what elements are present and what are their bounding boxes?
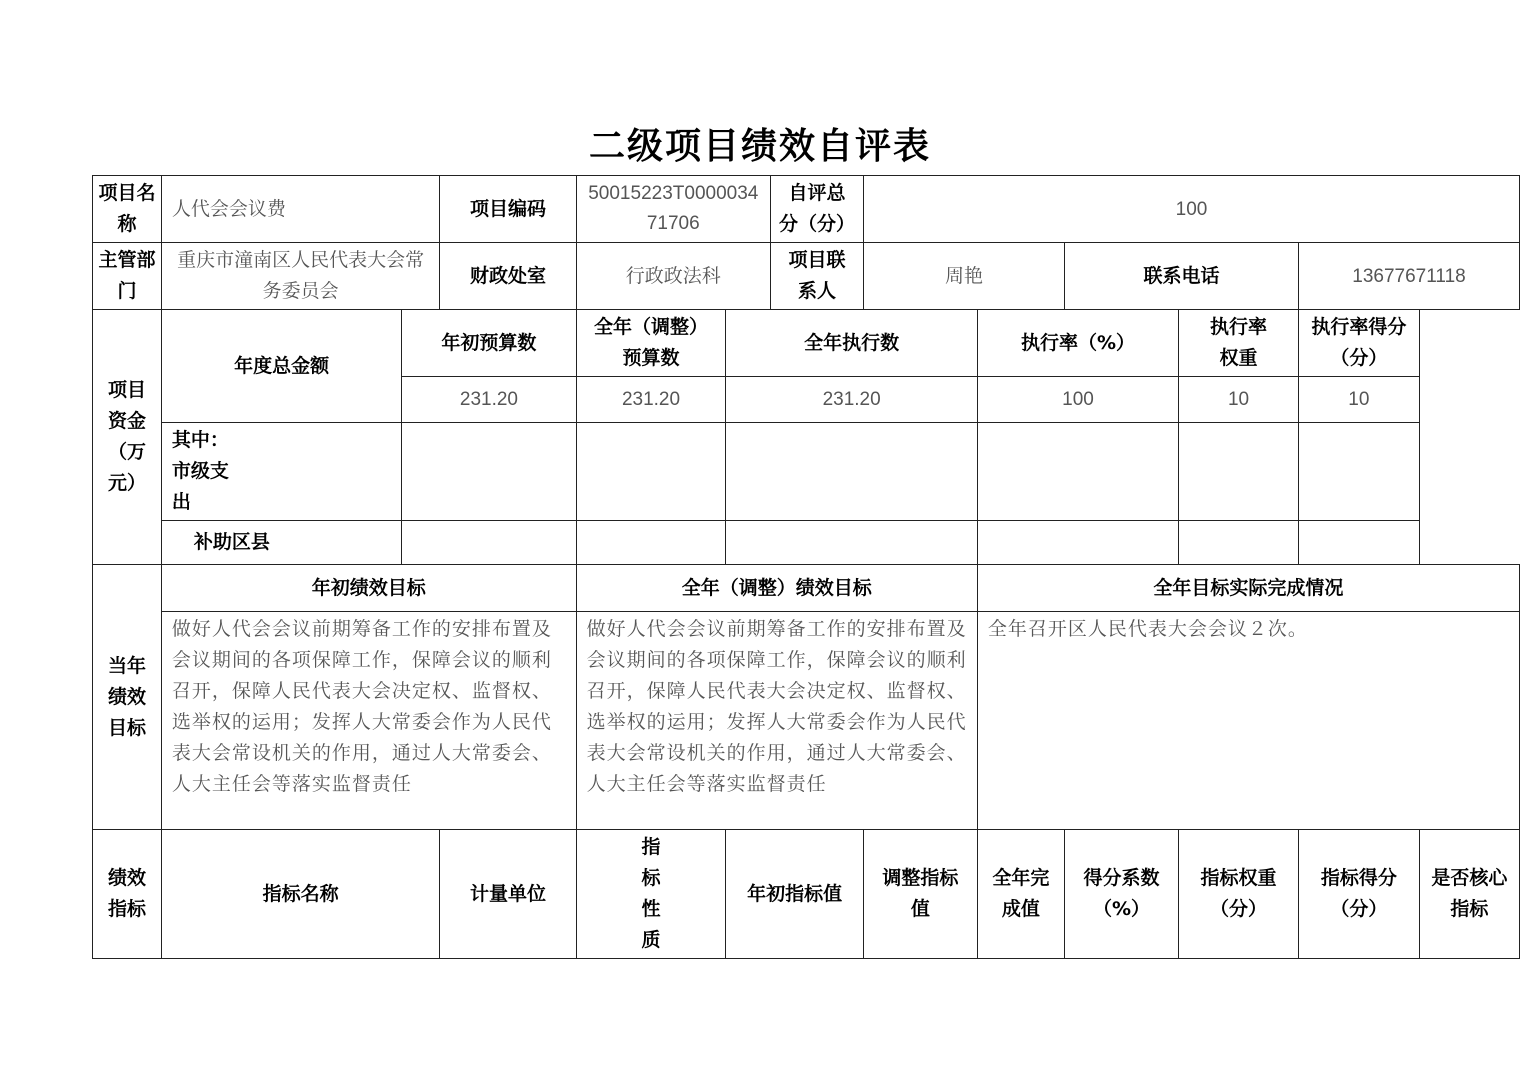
value-goal-actual: 全年召开区人民代表大会会议２次。 (977, 612, 1519, 830)
label-goal-actual: 全年目标实际完成情况 (977, 565, 1519, 612)
value-exec-weight: 10 (1179, 377, 1299, 423)
cell-city-exec (726, 423, 977, 521)
label-ind-score: 指标得分（分） (1298, 830, 1419, 959)
label-nature: 指标性质 (576, 830, 726, 959)
label-goal-adjusted: 全年（调整）绩效目标 (576, 565, 977, 612)
label-ind-weight: 指标权重（分） (1179, 830, 1299, 959)
cell-subsidy-adjusted (576, 521, 726, 565)
cell-city-score (1298, 423, 1419, 521)
label-ind-done: 全年完成值 (977, 830, 1064, 959)
label-subsidy: 补助区县 (161, 521, 401, 565)
page-title: 二级项目绩效自评表 (588, 126, 931, 167)
cell-city-initial (402, 423, 576, 521)
label-dept: 主管部门 (93, 243, 162, 310)
cell-subsidy-initial (402, 521, 576, 565)
cell-subsidy-rate (977, 521, 1178, 565)
label-exec-rate: 执行率（%） (977, 310, 1178, 377)
label-unit: 计量单位 (440, 830, 576, 959)
label-annual-exec: 全年执行数 (726, 310, 977, 377)
label-annual-total: 年度总金额 (161, 310, 401, 423)
value-initial-budget: 231.20 (402, 377, 576, 423)
cell-city-rate (977, 423, 1178, 521)
cell-subsidy-score (1298, 521, 1419, 565)
value-project-name: 人代会会议费 (161, 176, 439, 243)
value-annual-exec: 231.20 (726, 377, 977, 423)
label-ind-initial: 年初指标值 (726, 830, 864, 959)
label-contact: 项目联系人 (770, 243, 863, 310)
value-goal-initial: 做好人代会会议前期筹备工作的安排布置及会议期间的各项保障工作，保障会议的顺利召开，保障人民代表大会决定权、监督权、选举权的运用；发挥人大常委会作为人民代表大会常设机关的作用，通过人大常委会、人大主任会等落实监督责任 (161, 612, 576, 830)
label-indicators: 绩效指标 (93, 830, 162, 959)
label-finance-office: 财政处室 (440, 243, 576, 310)
label-initial-budget: 年初预算数 (402, 310, 576, 377)
label-project-code: 项目编码 (440, 176, 576, 243)
label-core: 是否核心指标 (1419, 830, 1519, 959)
value-finance-office: 行政政法科 (576, 243, 770, 310)
value-dept: 重庆市潼南区人民代表大会常务委员会 (161, 243, 439, 310)
label-project-name: 项目名称 (93, 176, 162, 243)
label-funds: 项目资金（万元） (93, 310, 162, 565)
label-ind-name: 指标名称 (161, 830, 439, 959)
cell-subsidy-exec (726, 521, 977, 565)
value-goal-adjusted: 做好人代会会议前期筹备工作的安排布置及会议期间的各项保障工作，保障会议的顺利召开，保障人民代表大会决定权、监督权、选举权的运用；发挥人大常委会作为人民代表大会常设机关的作用，通过人大常委会、人大主任会等落实监督责任 (576, 612, 977, 830)
value-exec-score: 10 (1298, 377, 1419, 423)
value-phone: 13677671118 (1298, 243, 1519, 310)
performance-table (92, 175, 1520, 959)
cell-city-adjusted (576, 423, 726, 521)
label-coef: 得分系数（%） (1064, 830, 1178, 959)
label-annual-goal: 当年绩效目标 (93, 565, 162, 830)
value-self-total: 100 (863, 176, 1519, 243)
value-adjusted-budget: 231.20 (576, 377, 726, 423)
label-adjusted-budget: 全年（调整）预算数 (576, 310, 726, 377)
label-exec-score: 执行率得分（分） (1298, 310, 1419, 377)
cell-city-weight (1179, 423, 1299, 521)
label-self-total: 自评总分（分） (770, 176, 863, 243)
label-goal-initial: 年初绩效目标 (161, 565, 576, 612)
label-among-city: 其中：市级支出 (161, 423, 401, 521)
label-phone: 联系电话 (1064, 243, 1298, 310)
value-contact: 周艳 (863, 243, 1064, 310)
cell-subsidy-weight (1179, 521, 1299, 565)
value-exec-rate: 100 (977, 377, 1178, 423)
label-ind-adjusted: 调整指标值 (863, 830, 977, 959)
value-project-code: 50015223T000003471706 (576, 176, 770, 243)
label-exec-weight: 执行率权重 (1179, 310, 1299, 377)
